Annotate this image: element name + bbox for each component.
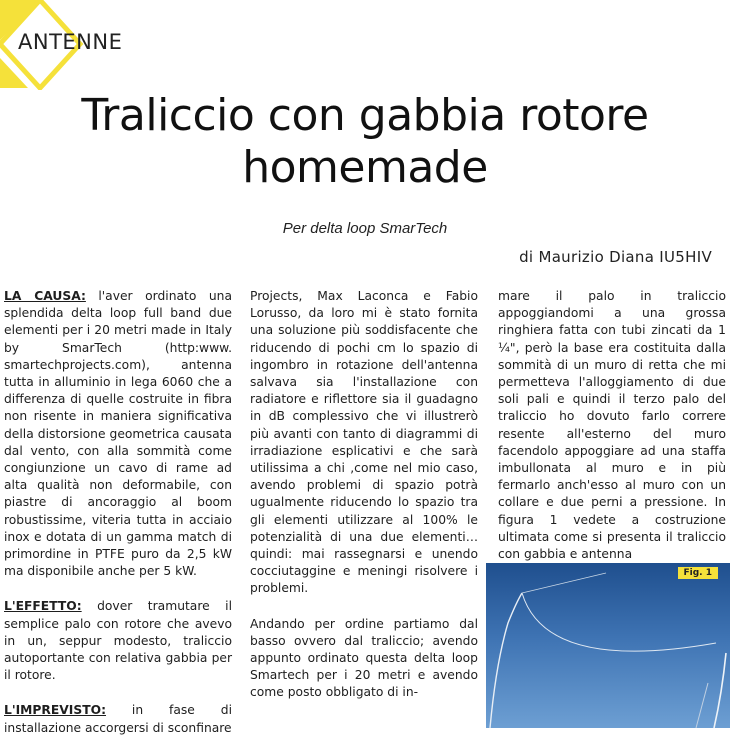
keyword-cause: LA CAUSA: <box>4 289 86 303</box>
paragraph-cause <box>4 288 232 580</box>
article-author: di Maurizio Diana IU5HIV <box>519 248 712 266</box>
text-unexpected: in fase di installazione accorgersi di sconfinare <box>4 703 232 735</box>
paragraph-effect <box>4 598 232 684</box>
paragraph-c2-2: Andando per ordine partiamo dal basso ovvero dal traliccio; avendo appunto ordinato questa delta loop Smartech per i 20 metri e avendo come posto obbligato di in- <box>250 616 478 700</box>
article-title: Traliccio con gabbia rotore homemade <box>81 90 649 193</box>
text-column-1 <box>4 288 232 755</box>
section-tab <box>0 0 160 90</box>
text-effect: dover tramutare il semplice palo con rotore che avevo in un, seppur modesto, traliccio autoportante con relativa gabbia per il rotore. <box>4 599 232 683</box>
paragraph-unexpected <box>4 702 232 736</box>
keyword-effect: L'EFFETTO: <box>4 599 82 614</box>
keyword-unexpected: L'IMPREVISTO: <box>4 703 107 718</box>
figure-label: Fig. 1 <box>678 567 719 579</box>
antenna-photo-drawing <box>486 563 730 728</box>
text-cause: l'aver ordinato una splendida delta loop full band due elementi per i 20 metri made in Italy by SmarTech (http:www. smartechprojects.com), antenna tutta in alluminio in lega 6060 che a differenza di quelle costruite in fibra non risente in maniera significativa della distorsione geometrica causata dal vento, con alla sommità come congiunzione un cavo di rame ad alta qualità non deformabile, con piastre di ancoraggio al boom robustissime, viteria tutta in acciaio inox e dotata di un gamma match di primordine in PTFE puro da 2,5 kW ma disponibile anche per 5 kW. <box>4 289 232 579</box>
article-subtitle: Per delta loop SmarTech <box>282 220 448 237</box>
figure-photo <box>486 563 730 728</box>
text-column-3 <box>498 288 726 581</box>
text-column-2 <box>250 288 478 720</box>
paragraph-c2-1: Projects, Max Laconca e Fabio Lorusso, da loro mi è stato fornita una soluzione più soddisfacente che riducendo di pochi cm lo spazio di ingombro in rotazione dell'antenna salvava sia l'installazione con radiatore e riflettore sia il guadagno in dB complessivo che vi illustrerò più avanti con tanto di diagrammi di irradiazione esplicativi e che sarà utilissima a chi ,come nel mio caso, avendo problemi di spazio potrà ugualmente riducendo lo spazio tra gli elementi utilizzare al 100% le potenzialità di una due elementi… quindi: mai rassegnarsi e unendo cocciutaggine e meningi risolvere i problemi. <box>250 289 478 596</box>
section-label: ANTENNE <box>18 30 123 54</box>
paragraph-c3-1: mare il palo in traliccio appoggiandomi a una grossa ringhiera fatta con tubi zincati da 1 ¼", però la base era costituita dalla sommità di un muro di retta che mi permetteva l'alloggiamento di due soli pali e quindi il terzo palo del traliccio ho dovuto farlo correre resente all'esterno del muro facendolo appoggiare ad una staffa imbullonata al muro e in più fermarlo anch'esso al muro con un collare e due perni a pressione. In figura 1 vedete a costruzione ultimata come si presenta il traliccio con gabbia e antenna <box>498 289 726 562</box>
